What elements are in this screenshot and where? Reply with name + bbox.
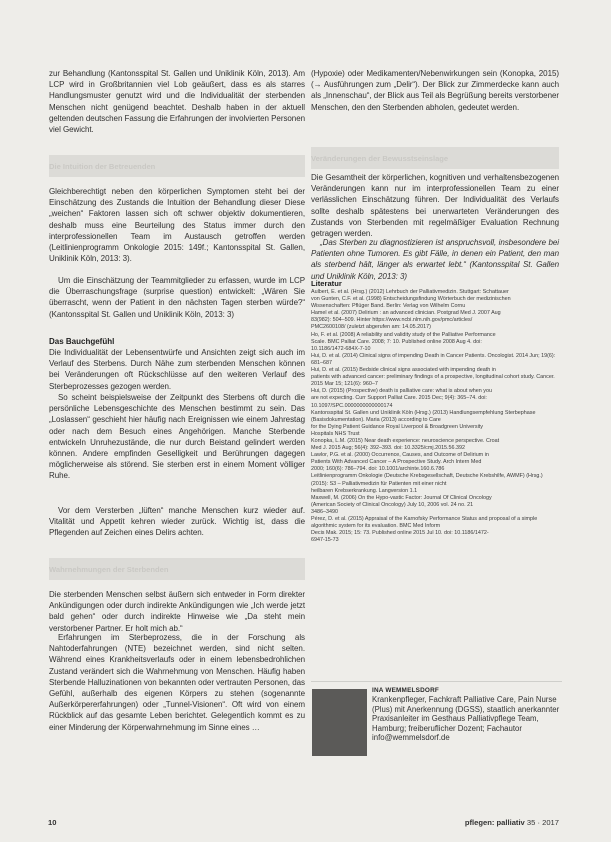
reference-item: Lawlor, P.G. et al. (2000) Occurrence, Causes, and Outcome of Delirium in (311, 452, 489, 459)
reference-item: Ho, F. et al. (2008) A reliability and validity study of the Palliative Performance (311, 331, 496, 338)
bewusstsein-quote-paragraph: „Das Sterben zu diagnostizieren ist anspruchsvoll, insbesondere bei Patienten ohne Tumoren. Es gibt Fälle, in denen ein Patient, den man als sterbend hält, länger als erwartet lebt.“ (Kantonsspital St. Gallen und Uniklinik Köln, 2013: 3) (311, 238, 559, 281)
reference-list (311, 289, 561, 544)
reference-item: Pérez, D. et al. (2015) Appraisal of the Karnofsky Performance Status and proposal of a simple algorithmic system for its evaluation. BMC Med Inform (311, 516, 538, 530)
section-header-intuition (49, 155, 305, 177)
reference-item: Leitlinienprogramm Onkologie (Deutsche Krebsgesellschaft, Deutsche Krebshilfe, AWMF) (Hrsg.) (2015): S3 – Palliativmedizin für Patienten mit einer nicht (311, 473, 543, 487)
section-header-wahrnehmungen (49, 558, 305, 580)
reference-item: Kantonsspital St. Gallen und Uniklinik Köln (Hrsg.) (2013) Handlungsempfehlung Sterbephase (Basisdokumentation). Maria (2013) according to Care (311, 409, 536, 423)
reference-item: for the Dying Patient Guidance Royal Liverpool & Broadgreen University (311, 423, 483, 430)
literature-title: Literatur (311, 279, 342, 288)
wahrnehmungen-paragraph-2: Erfahrungen im Sterbeprozess, die in der Forschung als Nahtoderfahrungen (NTE) bezeichnet werden, sind nicht selten. Während eines Krankheitsverlaufs oder in einem lebensbedrohlichen Zustand verändert sich die Wahrnehmung von Menschen. Häufig haben Sterbende Halluzinationen von bekannten oder vertrauten Personen, das Gefühl, außerhalb des eigenen Körpers zu stehen (sogenannte Außerkörpererfahrungen) oder „Tunnel-Visionen“. Oft wird von einem Rückblick auf das gesamte Leben berichtet. Gelegentlich kommt es zu einer Minderung der Körperwahrnehmung im Sinne eines … (49, 633, 305, 732)
reference-item: PMC2600108/ (zuletzt abgerufen am: 14.05.2017) (311, 324, 431, 331)
section-heading-bewusstsein: Veränderungen der Bewusstseinslage (311, 154, 449, 163)
section-heading-intuition: Die Intuition der Betreuenden (49, 162, 156, 171)
section-header-bewusstsein (311, 147, 559, 169)
reference-item: Maxwell, M. (2006) On the Hypo-vastic Factor: Journal Of Clinical Oncology (311, 494, 492, 501)
reference-item: 10.1186/1472-684X-7-10 (311, 345, 371, 352)
reference-item: patients with advanced cancer: preliminary findings of a prospective, longitudinal cohort study. Cancer. 2015 Mar 15; 121(6): 960–7 (311, 374, 555, 388)
reference-item: von Gunten, C.F. et al. (1998) Entscheidungsfindung Wörterbuch der medizinischen (311, 296, 511, 303)
reference-item: Scale. BMC Palliat Care. 2008; 7: 10. Published online 2008 Aug 4. doi: (311, 338, 482, 345)
author-bio: Krankenpfleger, Fachkraft Palliative Care, Pain Nurse (Plus) mit Anerkennung (DGSS), staatlich anerkannter Praxisanleiter im Gesthaus Palliativpflege Team, Hamburg; freiberuflicher Dozent; Fachautor info@wemmelsdorf.de (372, 695, 560, 743)
reference-item: Hui, D. et al. (2015) Bedside clinical signs associated with impending death in (311, 367, 496, 374)
reference-item: Decis Mak. 2015; 15: 73. Published online 2015 Jul 10. doi: 10.1186/1472- (311, 530, 489, 537)
reference-item: are not expecting. Curr Support Palliat Care. 2015 Dec; 9(4): 365–74. doi: (311, 395, 487, 402)
bauchgefuehl-paragraph-3: Vor dem Versterben „lüften“ manche Menschen kurz wieder auf. Vitalität und Appetit kehren wieder zurück. Wichtig ist, dass die Pflegenden auf Zeichen eines Delirs achten. (49, 506, 305, 538)
journal-issue: 35 · 2017 (526, 818, 559, 827)
right-intro-paragraph: (Hypoxie) oder Medikamenten/Nebenwirkungen sein (Konopka, 2015) (→ Ausführungen zum „Delir“). Der Blick zur Zimmerdecke kann auch als „Innenschau“, der Blick aus Teil als Begrüßung bereits verstorbener Menschen, den den Sterbenden abholen, gedeutet werden. (311, 69, 559, 112)
reference-item: 6947-15-73 (311, 537, 339, 544)
reference-item: Patients With Advanced Cancer – A Prospective Study. Arch Intern Med (311, 459, 482, 466)
intuition-paragraph-1: Gleichberechtigt neben den körperlichen Symptomen steht bei der Einschätzung des Zustands die Intuition der Behandlung dieser Diese „weichen“ Faktoren lassen sich oft schwer objektiv dokumentieren, deshalb muss eine Beurteilung des Status immer durch den interprofessionellen Team im Austausch getroffen werden (Leitlinienprogramm Onkologie 2015: 149f.; Kantonsspital St. Gallen, Uniklinik Köln, 2013: 3). (49, 187, 305, 264)
reference-item: 2000; 160(6): 786–794. doi: 10.1001/archinte.160.6.786 (311, 466, 445, 473)
author-box (372, 687, 562, 743)
reference-item: Hui, D. et al. (2014) Clinical signs of impending Death in Cancer Patients. Oncologist. 2014 Jun; 19(6): 681–687 (311, 352, 556, 366)
author-name: INA WEMMELSDORF (372, 687, 440, 694)
author-photo (312, 689, 367, 756)
intuition-paragraph-2: Um die Einschätzung der Teammitglieder zu erfassen, wurde im LCP die Überraschungsfrage (surprise question) entwickelt: „Wären Sie überrascht, wenn der Patient in den nächsten Tagen sterben würde?“ (Kantonsspital St. Gallen und Uniklinik Köln, 2013: 3) (49, 276, 305, 319)
reference-item: Aulbert, E. et al. (Hrsg.) (2012) Lehrbuch der Palliativmedizin. Stuttgart: Schattauer (311, 289, 509, 295)
section-heading-wahrnehmungen: Wahrnehmungen der Sterbenden (49, 565, 169, 574)
reference-item: Med J. 2015 Aug; 56(4): 392–393. doi: 10.3325/cmj.2015.56.392 (311, 445, 466, 452)
journal-footer (465, 818, 559, 827)
reference-item: Hospitals NHS Trust (311, 430, 360, 437)
reference-item: (American Society of Clinical Oncology) July 10, 2006 vol. 24 no. 21 (311, 501, 474, 508)
wahrnehmungen-paragraph-1: Die sterbenden Menschen selbst äußern sich entweder in Form direkter Ankündigungen oder durch indirekte Ankündigungen wie „Ich werde jetzt bald gehen“ oder durch indirekte Hinweise wie „Da steht mein verstorbener Partner. Er holt mich ab.“ (49, 590, 305, 633)
bauchgefuehl-paragraph-2: So scheint beispielsweise der Zeitpunkt des Sterbens oft durch die persönliche Lebensgeschichte des Menschen bestimmt zu sein. Das „Loslassen“ geschieht hier häufig nach Ereignissen wie einem Jahrestag oder nach dem Besuch eines Angehörigen. Manche Sterbende entwickeln Unruhezustände, die nur durch Beistand gelindert werden können. Andere empfinden Geselligkeit und Berührungen dagegen möglicherweise als störend. Sie sterben erst in einem Moment völliger Ruhe. (49, 393, 305, 481)
reference-item: 3486–3490 (311, 508, 338, 515)
bauchgefuehl-paragraph-1: Die Individualität der Lebensentwürfe und Ansichten zeigt sich auch im Verlauf des Sterbens. Durch Nähe zum sterbenden Menschen können bei Veränderungen oft Rückschlüsse auf den weiteren Verlauf des Sterbeprozesses gezogen werden. (49, 348, 305, 391)
reference-item: Hui, D. (2015) (Prospective) death is palliative care: what is about when you (311, 388, 492, 395)
journal-name: pflegen: palliativ (464, 818, 525, 827)
reference-item: heilbaren Krebserkrankung. Langversion 1.1 (311, 487, 418, 494)
reference-item: 83(982): 504–509. Hinter https://www.ncbi.nlm.nih.gov/pmc/articles/ (311, 317, 473, 324)
reference-item: 10.1097/SPC.0000000000000174 (311, 402, 393, 409)
left-intro-paragraph: zur Behandlung (Kantonsspital St. Gallen und Uniklinik Köln, 2013). Am LCP wird in Großbritannien viel Lob geäußert, dass es als starres Handlungsmuster genutzt wird und die Individualität der sterbenden Menschen nicht genügend beachtet. Deshalb haben in der aktuell geltenden deutschen Fassung die Erfahrungen der involvierten Personen viel Gewicht. (49, 69, 305, 135)
page-number: 10 (48, 818, 57, 827)
divider (311, 681, 562, 682)
subheading-bauchgefuehl: Das Bauchgefühl (49, 337, 115, 346)
reference-item: Hamel et al. (2007) Delirium : an advanced clinician. Postgrad Med J. 2007 Aug (311, 310, 501, 317)
bewusstsein-paragraph-1: Die Gesamtheit der körperlichen, kognitiven und verhaltensbezogenen Veränderungen kann nur im interprofessionellen Team zu einer verlässlichen Einschätzung führen. Der Individualität des Verlaufs sollte deshalb spätestens bei unerwarteten Veränderungen des Zustands von Sterbenden mit regelmäßiger Evaluation Rechnung getragen werden. (311, 173, 559, 239)
reference-item: Wissenschaften: Pflüger Band. Berlin: Verlag von Wilhelm Cornu (311, 303, 466, 310)
reference-item: Konopka, L.M. (2015) Near death experience: neuroscience perspective. Croat (311, 437, 500, 444)
